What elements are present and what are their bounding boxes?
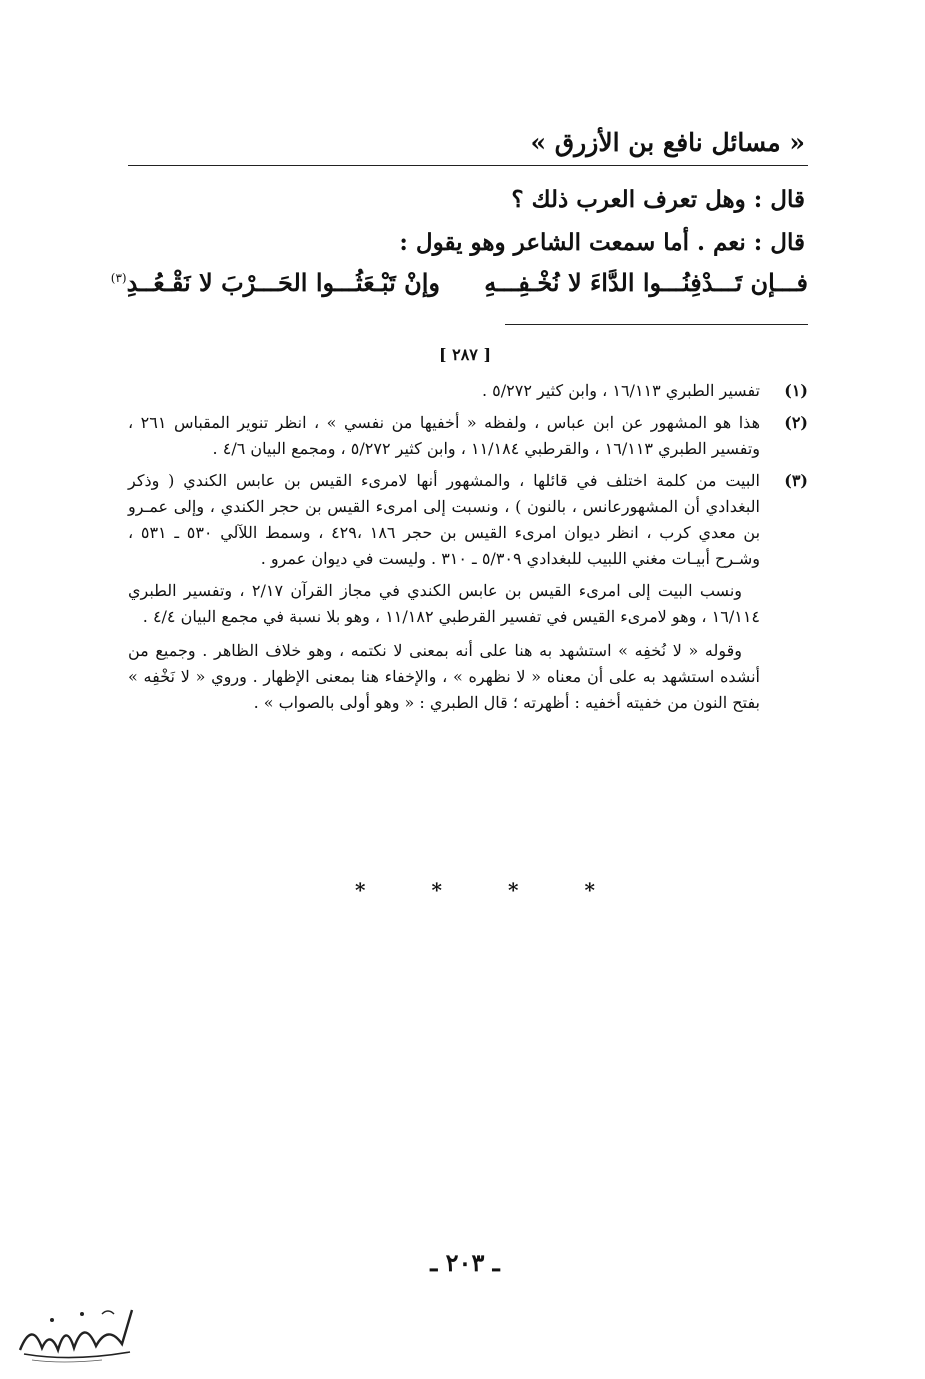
star-ornament: *	[355, 878, 366, 902]
footnotes-section	[128, 378, 808, 724]
page-number: ـ ٢٠٣ ـ	[430, 1248, 500, 1277]
page-marker: [ ٢٨٧ ]	[438, 345, 492, 364]
star-ornament: *	[431, 878, 442, 902]
footnote-3-continuation	[128, 578, 808, 630]
calligraphy-stamp-logo	[12, 1300, 142, 1366]
footnote-3	[128, 468, 808, 572]
section-separator-stars	[355, 878, 595, 902]
verse-first-hemistich: فـــإن تَـــدْفِنُـــوا الدَّاءَ لا نُخْـفِـــهِ	[484, 268, 808, 297]
footnote-reference: (٣)	[110, 271, 127, 285]
star-ornament: *	[508, 878, 519, 902]
footnote-text: البيت من كلمة اختلف في قائلها ، والمشهور أنها لامرىء القيس بن عابس الكندي ( وذكر البغدادي أن المشهورعانس ، بالنون ) ، ونسبت إلى امرىء القيس بن حجر الكندي ، وإلى عمـرو بن معدي كرب ، انظر ديوان امرىء القيس بن حجر ١٨٦ ،٤٢٩ ، وسمط اللآلي ٥٣٠ ـ ٥٣١ ، وشـرح أبيـات مغني اللبيب للبغدادي ٥/٣٠٩ ـ ٣١٠ . وليست في ديوان عمرو .	[128, 471, 761, 568]
footnote-number: (١)	[784, 381, 808, 400]
footnote-2	[128, 410, 808, 462]
footnote-separator-rule	[505, 324, 808, 325]
star-ornament: *	[584, 878, 595, 902]
verse-second-hemistich	[111, 268, 440, 297]
footnote-3-continuation	[128, 638, 808, 716]
footnote-number: (٢)	[784, 413, 808, 432]
running-header-title: « مسائل نافع بن الأزرق »	[530, 128, 805, 157]
body-line-1: قال : وهل تعرف العرب ذلك ؟	[511, 186, 805, 213]
footnote-text: تفسير الطبري ١٦/١١٣ ، وابن كثير ٥/٢٧٢ .	[482, 381, 760, 400]
footnote-text: هذا هو المشهور عن ابن عباس ، ولفظه « أخفيها من نفسي » ، انظر تنوير المقباس ٢٦١ ، وتفسير الطبري ١٦/١١٣ ، والقرطبي ١١/١٨٤ ، وابن كثير ٥/٢٧٢ ، ومجمع البيان ٤/٦ .	[128, 413, 761, 458]
body-line-2: قال : نعم . أما سمعت الشاعر وهو يقول :	[399, 229, 805, 256]
footnote-paragraph: ونسب البيت إلى امرىء القيس بن عابس الكندي في مجاز القرآن ٢/١٧ ، وتفسير الطبري ١٦/١١٤ ، وهو لامرىء القيس في تفسير القرطبي ١١/١٨٢ ، وهو بلا نسبة في مجمع البيان ٤/٤ .	[128, 581, 760, 626]
footnote-1	[128, 378, 808, 404]
footnote-number: (٣)	[784, 471, 808, 490]
header-rule	[128, 165, 808, 166]
poetry-verse	[110, 268, 808, 308]
verse-second-hemistich-text: وإنْ تَبْـعَثُـــوا الحَـــرْبَ لا نَقْـعُــدِ	[126, 268, 440, 297]
footnote-paragraph: وقوله « لا نُخفِه » استشهد به هنا على أنه بمعنى لا نكتمه ، وهو خلاف الظاهر . وجميع من أنشده استشهد به على أن معناه « لا نظهره » ، والإخفاء هنا بمعنى الإظهار . وروي « لا نَخْفِه » بفتح النون من خفيته أخفيه : أظهرته ؛ قال الطبري : « وهو أولى بالصواب » .	[128, 641, 760, 712]
